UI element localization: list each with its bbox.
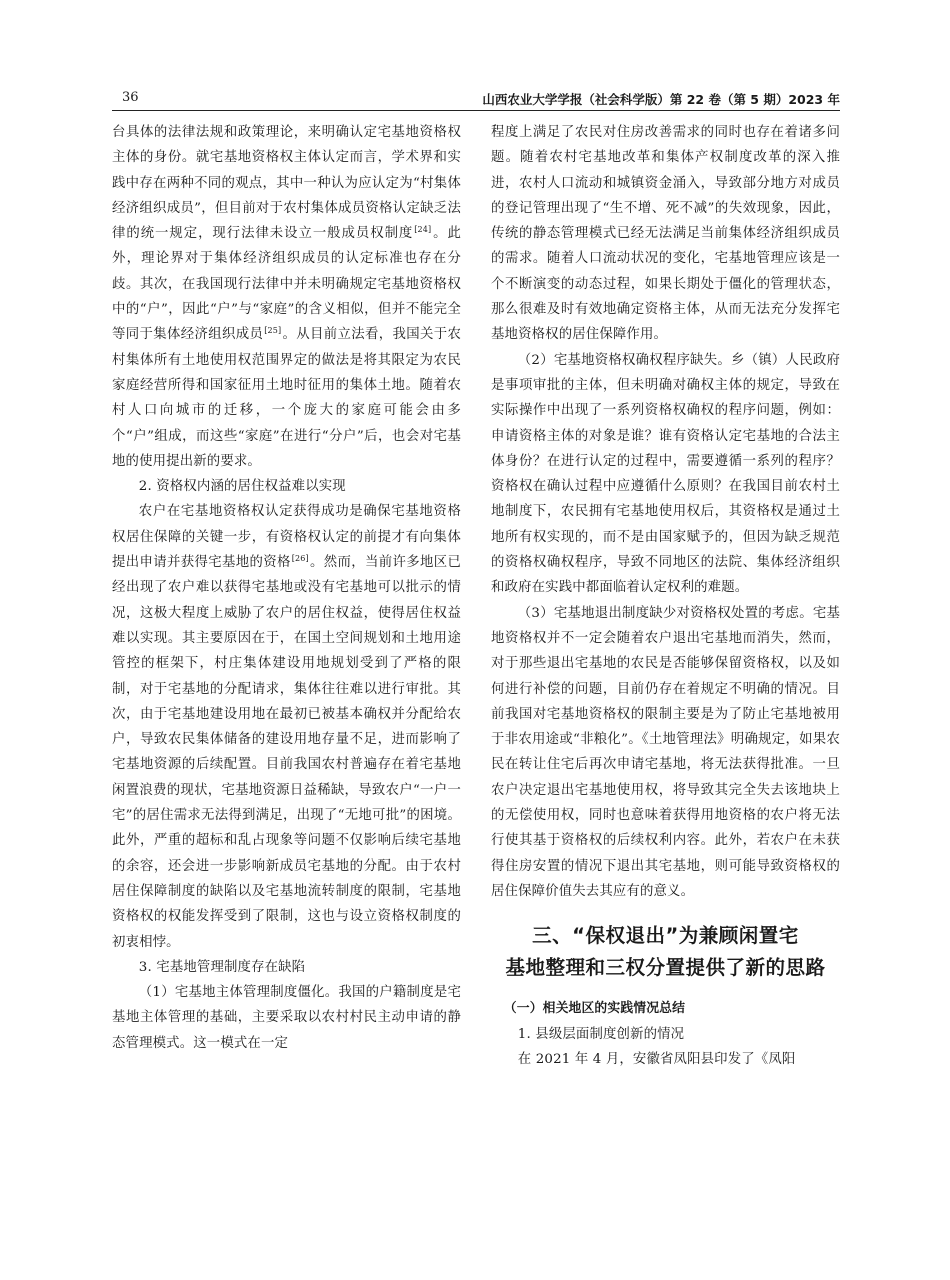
subheading: 1. 县级层面制度创新的情况: [517, 1026, 685, 1042]
citation[interactable]: [26]: [291, 553, 309, 563]
journal-title: 山西农业大学学报（社会科学版）第 22 卷（第 5 期）2023 年: [482, 92, 840, 107]
citation[interactable]: [24]: [414, 224, 432, 234]
paragraph: （3）宅基地退出制度缺少对资格权处置的考虑。宅基地资格权并不一定会随着农户退出宅基地而消失，然而，对于那些退出宅基地的农民是否能够保留资格权，以及如何进行补偿的问题，目前仍存在着规定不明确的情况。目前我国对宅基地资格权的限制主要是为了防止宅基地被用于非农用途或“非粮化”。《土地管理法》明确规定，如果农民在转让住宅后再次申请宅基地，将无法获得批准。一旦农户决定退出宅基地使用权，将导致其完全失去该地块上的无偿使用权，同时也意味着获得用地资格的农户将无法行使其基于资格权的后续权利内容。此外，若农户在未获得住房安置的情况下退出其宅基地，则可能导致资格权的居住保障价值失去其应有的意义。: [491, 605, 840, 899]
paragraph: 台具体的法律法规和政策理论，来明确认定宅基地资格权主体的身份。就宅基地资格权主体认定而言，学术界和实践中存在两种不同的观点，其中一种认为应认定为“村集体经济组织成员”，但目前对于农村集体成员资格认定缺乏法律的统一规定，现行法律未设立一般成员权制度[24]。此外，理论界对于集体经济组织成员的认定标准也存在分歧。其次，在我国现行法律中并未明确规定宅基地资格权中的“户”，因此“户”与“家庭”的含义相似，但并不能完全等同于集体经济组织成员[25]。从目前立法看，我国关于农村集体所有土地使用权范围界定的做法是将其限定为农民家庭经营所得和国家征用土地时征用的集体土地。随着农村人口向城市的迁移，一个庞大的家庭可能会由多个“户”组成，而这些“家庭”在进行“分户”后，也会对宅基地的使用提出新的要求。: [112, 125, 461, 469]
left-column: [112, 120, 461, 1056]
paragraph: （2）宅基地资格权确权程序缺失。乡（镇）人民政府是事项审批的主体，但未明确对确权主体的规定，导致在实际操作中出现了一系列资格权确权的程序问题，例如：申请资格主体的对象是谁？谁有资格认定宅基地的合法主体身份？在进行认定的过程中，需要遵循一系列的程序？资格权在确认过程中应遵循什么原则？在我国目前农村土地制度下，农民拥有宅基地使用权后，其资格权是通过土地所有权实现的，而不是由国家赋予的，但因为缺乏规范的资格权确权程序，导致不同地区的法院、集体经济组织和政府在实践中都面临着认定权利的难题。: [491, 352, 840, 596]
paragraph: 在 2021 年 4 月，安徽省凤阳县印发了《凤阳: [517, 1051, 796, 1067]
page-number: 36: [122, 90, 139, 105]
running-header: [112, 88, 840, 111]
paragraph: 农户在宅基地资格权认定获得成功是确保宅基地资格权居住保障的关键一步，有资格权认定的前提才有向集体提出申请并获得宅基地的资格[26]。然而，当前许多地区已经出现了农户难以获得宅基地或没有宅基地可以批示的情况，这极大程度上威胁了农户的居住权益，使得居住权益难以实现。其主要原因在于，在国土空间规划和土地用途管控的框架下，村庄集体建设用地规划受到了严格的限制，对于宅基地的分配请求，集体往往难以进行审批。其次，由于宅基地建设用地在最初已被基本确权并分配给农户，导致农民集体储备的建设用地存量不足，进而影响了宅基地资源的后续配置。目前我国农村普遍存在着宅基地闲置浪费的现状，宅基地资源日益稀缺，导致农户“一户一宅”的居住需求无法得到满足，出现了“无地可批”的困境。此外，严重的超标和乱占现象等问题不仅影响后续宅基地的余容，还会进一步影响新成员宅基地的分配。由于农村居住保障制度的缺陷以及宅基地流转制度的限制，宅基地资格权的权能发挥受到了限制，这也与设立资格权制度的初衷相悖。: [112, 504, 461, 950]
subheading: 2. 资格权内涵的居住权益难以实现: [138, 479, 346, 495]
citation[interactable]: [25]: [264, 325, 282, 335]
subsection-heading: （一）相关地区的实践情况总结: [503, 1001, 686, 1017]
right-column: [491, 120, 840, 1072]
paragraph: 程度上满足了农民对住房改善需求的同时也存在着诸多问题。随着农村宅基地改革和集体产权制度改革的深入推进，农村人口流动和城镇资金涌入，导致部分地方对成员的登记管理出现了“生不增、死不减”的失效现象，因此，传统的静态管理模式已经无法满足当前集体经济组织成员的需求。随着人口流动状况的变化，宅基地管理应该是一个不断演变的动态过程，如果长期处于僵化的管理状态，那么很难及时有效地确定资格主体，从而无法充分发挥宅基地资格权的居住保障作用。: [491, 125, 840, 343]
section-heading: 三、“保权退出”为兼顾闲置宅 基地整理和三权分置提供了新的思路: [505, 924, 826, 980]
subheading: 3. 宅基地管理制度存在缺陷: [138, 959, 306, 975]
paragraph: （1）宅基地主体管理制度僵化。我国的户籍制度是宅基地主体管理的基础，主要采取以农村村民主动申请的静态管理模式。这一模式在一定: [112, 985, 461, 1051]
